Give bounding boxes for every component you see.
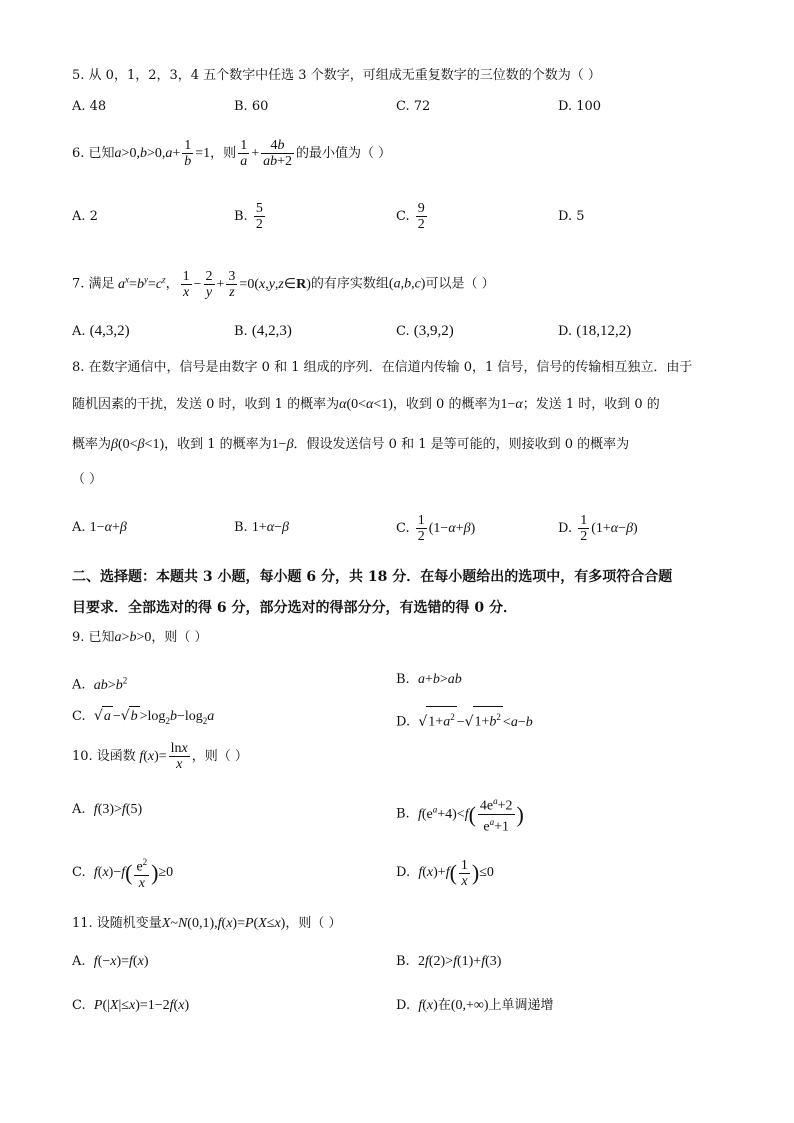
q7-option-a-label: A. [72, 324, 86, 339]
q10-option-d-expr: f(x)+f( $\frac{1}{x}$ )≤0 [418, 857, 494, 889]
q11-option-d [396, 996, 554, 1016]
q9-option-c-label: C. [72, 709, 86, 724]
q10-function: f(x)= $\frac{\ln x}{x}$ [139, 741, 188, 773]
section-2-heading-line-2: 目要求．全部选对的得 6 分，部分选对的得部分分，有选错的得 0 分． [72, 600, 517, 616]
q6-option-a: A. 2 [72, 209, 98, 224]
q8-option-a-expr: 1−α+β [89, 520, 127, 535]
q9-option-a-label: A. [72, 677, 86, 693]
q7-stem: 7. 满足 $a^x=b^y=c^z$， $\frac{1}{x}$ − $\frac{2}{y}$ + $\frac{3}{z}$ =0(x,y,z∈R)的有序实数组(a,b,c)可以是（ ） [72, 268, 495, 300]
q6-option-b [234, 198, 267, 236]
q6-condition: a>0,b>0,a+ $\frac{1}{b}$ =1 [114, 138, 211, 170]
q8-option-b [234, 518, 289, 538]
q10-option-d-label: D. [396, 865, 411, 881]
q9-option-b [396, 670, 462, 690]
q11-option-c [72, 996, 189, 1016]
q7-tail: 的有序实数组 [310, 276, 389, 292]
q9-option-c [72, 706, 214, 731]
q10-stem [72, 738, 248, 776]
q8-one-minus-beta: 1−β [271, 437, 294, 452]
q7-tuple: (a,b,c) [388, 276, 426, 292]
q7-option-c-label: C. [396, 324, 410, 339]
q8-line-3b: ，收到 1 的概率为 [164, 437, 272, 452]
q8-option-c [396, 510, 475, 548]
q10-num: 10. 设函数 [72, 749, 136, 764]
q10-option-b [396, 788, 524, 836]
q6-option-d: D. 5 [558, 209, 585, 224]
q8-option-d-expr: $\frac{1}{2}$ (1+α−β) [580, 513, 638, 545]
q9-condition: a>b>0 [114, 630, 152, 645]
q5-stem: 5. 从 0，1，2，3，4 五个数字中任选 3 个数字，可组成无重复数字的三位数的个数为（ ） [72, 68, 601, 83]
q11-option-b [396, 952, 501, 972]
q7-option-b-value: (4,2,3) [251, 323, 292, 339]
q9-option-d [396, 706, 533, 733]
q7-num: 7. 满足 [72, 276, 115, 292]
q8-option-a [72, 518, 127, 538]
q7-equation-1: $a^x=b^y=c^z$ [118, 274, 166, 292]
q9-option-d-label: D. [396, 714, 411, 730]
q9-option-a [72, 670, 127, 696]
q6-option-b-label: B. [234, 209, 248, 224]
q8-line-2 [72, 395, 660, 415]
q6-tail: 的最小值为（ ） [296, 146, 392, 161]
q10-option-c-expr: f(x)−f( $\frac{e^2}{x}$ )≥0 [93, 857, 174, 891]
q9-option-c-expr: $√a -√b >\log_2b-\log_2a$ [93, 708, 215, 726]
q8-line-1: 8. 在数字通信中，信号是由数字 0 和 1 组成的序列．在信道内传输 0，1 信号，信号的传输相互独立．由于 [72, 360, 693, 375]
q6-option-c-label: C. [396, 209, 410, 224]
q5-option-c: C. 72 [396, 99, 431, 114]
q11-num: 11. 设随机变量 [72, 916, 162, 931]
q10-option-c [72, 852, 173, 894]
q9-option-b-label: B. [396, 672, 410, 687]
q9-option-a-expr: $ab>b^2$ [93, 675, 128, 693]
q7-option-c [396, 321, 454, 342]
q11-condition: X~N(0,1),f(x)=P(X≤x) [161, 916, 286, 931]
q9-num: 9. 已知 [72, 630, 115, 645]
q6-option-b-den: 2 [255, 217, 263, 232]
q8-line-2a: 随机因素的干扰，发送 0 时，收到 1 的概率为 [72, 397, 340, 412]
q8-option-d [558, 510, 638, 548]
q11-option-b-label: B. [396, 954, 410, 969]
q7-option-a [72, 321, 130, 342]
q11-option-c-expr: P(|X|≤x)=1−2f(x) [93, 998, 190, 1013]
q8-beta-range: β(0<β<1) [111, 437, 165, 452]
q8-option-a-label: A. [72, 520, 86, 535]
q7-option-a-value: (4,3,2) [89, 323, 130, 339]
q7-option-c-value: (3,9,2) [413, 323, 454, 339]
q11-stem [72, 914, 341, 934]
q11-tail: ，则（ ） [285, 916, 342, 931]
q7-option-d-label: D. [558, 324, 573, 339]
q10-option-a-expr: f(3)>f(5) [93, 802, 143, 817]
q11-option-d-expr: f(x) [418, 998, 438, 1013]
q6-option-c-num: 9 [417, 201, 425, 216]
q11-option-d-label: D. [396, 998, 411, 1013]
q7-option-d-value: (18,12,2) [576, 323, 632, 339]
q10-option-a-label: A. [72, 802, 86, 817]
q11-option-a [72, 952, 148, 972]
q7-option-b-label: B. [234, 324, 248, 339]
q7-option-d [558, 321, 631, 342]
q8-line-2c: ；发送 1 时，收到 0 的 [522, 397, 660, 412]
q11-option-c-label: C. [72, 998, 86, 1013]
q8-line-3 [72, 435, 629, 455]
q10-option-c-label: C. [72, 865, 86, 881]
q9-stem [72, 628, 208, 648]
q11-option-a-expr: f(−x)=f(x) [93, 954, 149, 969]
q5-option-d: D. 100 [558, 99, 602, 114]
q10-option-b-expr: $f(e^a+4)<f$( $\frac{4e^a+2}{e^a+1}$ ) [417, 796, 524, 835]
q8-line-3a: 概率为 [72, 437, 112, 452]
section-2-heading-line-1: 二、选择题：本题共 3 小题，每小题 6 分，共 18 分．在每小题给出的选项中，有多项符合合题 [72, 569, 673, 585]
q6-num: 6. 已知 [72, 146, 115, 161]
q6-option-b-num: 5 [255, 201, 263, 216]
q11-option-d-text: 在 [437, 998, 451, 1013]
q7-end: 可以是（ ） [425, 276, 495, 292]
q11-option-d-end: 上单调递增 [488, 998, 554, 1013]
q7-equation-2: $\frac{1}{x}$ − $\frac{2}{y}$ + $\frac{3}{z}$ =0(x,y,z∈R) [182, 268, 311, 300]
q8-one-minus-alpha: 1−α [500, 397, 523, 412]
q8-option-d-label: D. [558, 521, 573, 536]
q10-tail: ，则（ ） [191, 749, 248, 764]
q6-mid: ，则 [210, 146, 237, 161]
q11-option-a-label: A. [72, 954, 86, 969]
q9-tail: ，则（ ） [151, 630, 208, 645]
q10-option-d [396, 852, 494, 894]
q11-option-d-interval: (0,+∞) [450, 998, 489, 1013]
q9-option-d-expr: $√1+a^2 -√1+b^2 <a-b$ [418, 715, 532, 730]
q5-option-a: A. 48 [72, 99, 107, 114]
q8-option-c-expr: $\frac{1}{2}$ (1−α+β) [417, 513, 476, 545]
q10-option-b-label: B. [396, 806, 410, 822]
q6-stem [72, 135, 391, 173]
q9-option-b-expr: a+b>ab [417, 672, 462, 687]
q8-option-b-expr: 1+α−β [251, 520, 289, 535]
q11-option-b-expr: 2f(2)>f(1)+f(3) [417, 954, 502, 969]
q5-option-b: B. 60 [234, 99, 269, 114]
q8-option-c-label: C. [396, 521, 410, 536]
q7-option-b [234, 321, 292, 342]
q6-expression: $\frac{1}{a}$ + $\frac{4b}{ab+2}$ [240, 138, 292, 170]
q8-line-4: （ ） [72, 472, 103, 487]
q8-line-3c: ．假设发送信号 0 和 1 是等可能的，则接收到 0 的概率为 [293, 437, 630, 452]
q10-option-a [72, 800, 142, 820]
q8-alpha-range: α(0<α<1) [339, 397, 393, 412]
q6-option-c [396, 198, 429, 236]
q6-option-c-den: 2 [417, 217, 425, 232]
q8-option-b-label: B. [234, 520, 248, 535]
q8-line-2b: ，收到 0 的概率为 [392, 397, 501, 412]
